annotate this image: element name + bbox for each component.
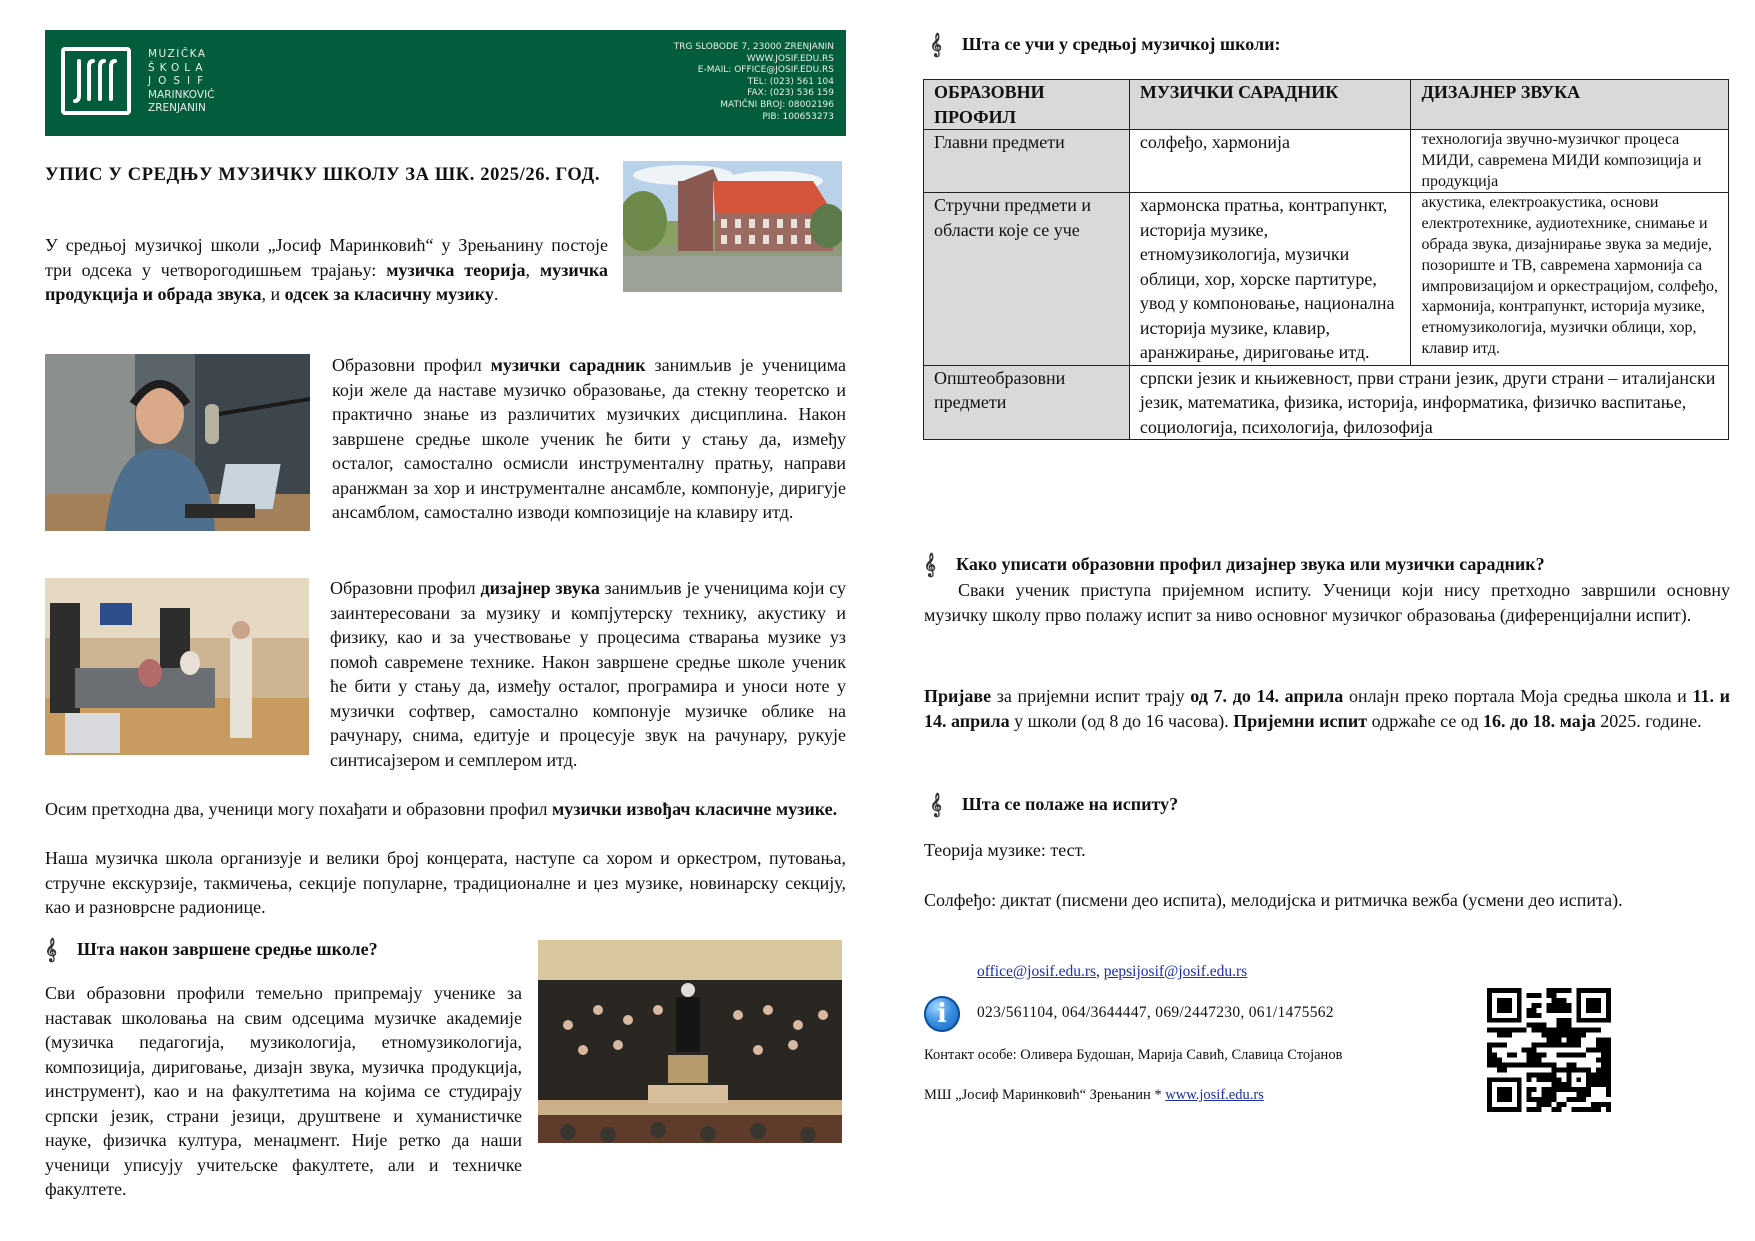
text: У средњој музичкој школи „Јосиф Маринковић“ у Зрењанину постоје три одсека у четворогодишњем трајању: xyxy=(45,235,608,280)
music-associate-paragraph xyxy=(332,353,846,525)
text: 2025. године. xyxy=(1595,710,1702,731)
text: Сви образовни профили темељно припремају ученике за наставак школовања на свим одсецима музичке академије (музичка педагогија, музикологија, етномузикологија, композиција, дириговање, дизајн звука, музичка продукција, инструмент), као и на факултетима на којима се студирају српски језик, страни језици, друштвене и хуманистичке науке, физичка култура, менаџмент. Није ретко да наши ученици уписују учитељске факултете, али и техничке факултете. xyxy=(45,983,522,1199)
contact-phones: 023/561104, 064/3644447, 069/2447230, 061/1475562 xyxy=(977,1004,1334,1021)
text: занимљив је ученицима који су заинтересовани за музику и компјутерску технику, акустику и физику, као и за учествовање у процесима стварања музике уз помоћ савремене технике. Након завршене средње школе ученик ће бити у стању да, између осталог, програмира и уноси ноте у музички софтвер, самостално компонује музичке облике на рачунару, снима, едитује и процесује звук на рачунару, рукује синтисајзером и семплером итд. xyxy=(330,578,847,770)
cell: акустика, електроакустика, основи електротехнике, аудиотехнике, снимање и обрада звука, дизајнирање звука за медије, позориште и ТВ, савремена хармонија са импровизацијом и оркестрацијом, солфеђо, хармонија, контрапункт, историја музике, етномузикологија, музички облици, хор, клавир итд. xyxy=(1411,193,1729,366)
text: за пријемни испит трају xyxy=(991,686,1191,706)
info-icon: i xyxy=(924,996,960,1032)
department-music-production: музичка продукција и обрада звука xyxy=(45,259,608,304)
department-music-theory: музичка теорија xyxy=(386,259,526,280)
fax: FAX: (023) 536 159 xyxy=(747,88,834,99)
orchestra-photo xyxy=(538,940,842,1143)
row-label: Главни предмети xyxy=(924,130,1130,193)
qr-code xyxy=(1487,988,1611,1112)
heading-text: Како уписати образовни профил дизајнер звука или музички сарадник? xyxy=(956,553,1545,574)
logo-line: ŠKOLA xyxy=(148,61,208,74)
activities-paragraph: Наша музичка школа организује и велики број концерата, наступе са хором и оркестром, путовања, стручне екскурзије, такмичења, секције популарне, традиционалне и џез музике, новинарску секцију, као и разноврсне радионице. xyxy=(45,848,846,917)
website: WWW.JOSIF.EDU.RS xyxy=(746,53,834,64)
profile-name: музички сарадник xyxy=(490,355,646,375)
phone: TEL: (023) 561 104 xyxy=(747,76,834,87)
school-logo-text xyxy=(148,48,215,116)
sound-designer-photo xyxy=(45,578,309,755)
school-header-banner xyxy=(45,30,846,136)
school-building-photo xyxy=(623,161,842,292)
classical-performer-paragraph xyxy=(45,797,846,822)
profile-name: дизајнер звука xyxy=(480,578,600,598)
treble-clef-icon: 𝄞 xyxy=(45,937,57,961)
after-school-paragraph xyxy=(45,981,522,1202)
logo-line: JOSIF xyxy=(148,75,211,87)
after-school-heading xyxy=(45,937,378,961)
contact-emails xyxy=(977,963,1247,981)
table-row xyxy=(924,193,1729,366)
text: Образовни профил xyxy=(332,355,491,375)
application-paragraph xyxy=(924,684,1730,733)
heading-text: Шта се полаже на испиту? xyxy=(962,793,1179,814)
email: E-MAIL: OFFICE@JOSIF.EDU.RS xyxy=(697,65,834,76)
intro-paragraph xyxy=(45,233,608,307)
text: онлајн преко портала Моја средња школа и xyxy=(1343,686,1693,706)
page-title: УПИС У СРЕДЊУ МУЗИЧКУ ШКОЛУ ЗА ШК. 2025/26. ГОД. xyxy=(45,165,601,185)
bold-text: Пријемни испит xyxy=(1233,710,1368,731)
table-row xyxy=(924,130,1729,193)
enrollment-heading xyxy=(924,552,1545,576)
curriculum-heading xyxy=(930,32,1280,56)
sound-designer-paragraph xyxy=(330,576,846,772)
department-classical-music: одсек за класичну музику xyxy=(284,284,494,304)
school-logo-icon xyxy=(61,47,131,115)
text: , и xyxy=(261,284,285,304)
application-dates-school: 11. и 14. априла xyxy=(924,686,1731,731)
cell: српски језик и књижевност, први страни језик, други страни – италијански језик, математика, физика, историја, информатика, физичко васпитање, социологија, психологија, филозофија xyxy=(1129,365,1728,440)
school-footer xyxy=(924,1087,1264,1104)
text: . xyxy=(493,284,499,304)
registration-number: MATIČNI BROJ: 08002196 xyxy=(720,99,834,110)
column-header-sound-designer: ДИЗАЈНЕР ЗВУКА xyxy=(1411,80,1729,130)
heading-text: Шта након завршене средње школе? xyxy=(77,938,378,959)
table-header-row xyxy=(924,80,1729,130)
tax-id: PIB: 100653273 xyxy=(762,111,834,122)
address: TRG SLOBODE 7, 23000 ZRENJANIN xyxy=(673,42,834,52)
text: у школи (од 8 до 16 часова). xyxy=(1009,710,1234,731)
row-label: Стручни предмети и области које се уче xyxy=(924,193,1130,366)
treble-clef-icon: 𝄞 xyxy=(930,32,942,56)
cell: солфеђо, хармонија xyxy=(1129,130,1411,193)
application-dates-online: од 7. до 14. априла xyxy=(1190,686,1344,706)
contact-persons: Контакт особе: Оливера Будошан, Марија Савић, Славица Стојанов xyxy=(924,1047,1343,1063)
logo-line: ZRENJANIN xyxy=(148,102,206,114)
school-name: МШ „Јосиф Маринковић“ Зрењанин * xyxy=(924,1087,1166,1103)
exam-theory: Теорија музике: тест. xyxy=(924,840,1086,860)
column-header-profile: ОБРАЗОВНИ ПРОФИЛ xyxy=(924,80,1130,130)
profile-name: музички извођач класичне музике. xyxy=(551,799,838,819)
exam-heading xyxy=(930,792,1178,816)
separator: , xyxy=(1096,963,1104,980)
website-link[interactable]: www.josif.edu.rs xyxy=(1165,1087,1264,1103)
column-header-music-associate: МУЗИЧКИ САРАДНИК xyxy=(1129,80,1411,130)
row-label: Општеобразовни предмети xyxy=(924,365,1130,440)
logo-line: MARINKOVIĆ xyxy=(148,88,215,101)
heading-text: Шта се учи у средњој музичкој школи: xyxy=(962,33,1281,54)
table-row xyxy=(924,365,1729,440)
treble-clef-icon: 𝄞 xyxy=(930,792,942,816)
music-associate-photo xyxy=(45,354,310,531)
email-link-office[interactable]: office@josif.edu.rs xyxy=(977,963,1097,980)
logo-line: MUZIČKA xyxy=(148,48,207,60)
exam-solfeggio: Солфеђо: диктат (писмени део испита), мелодијска и ритмичка вежба (усмени део испита). xyxy=(924,890,1623,910)
exam-dates: 16. до 18. маја xyxy=(1483,710,1596,731)
text: Образовни профил xyxy=(330,578,481,598)
text: , xyxy=(525,259,540,280)
text: Осим претходна два, ученици могу похађати и образовни профил xyxy=(45,799,552,819)
text: занимљив је ученицима који желе да наставе музичко образовање, да стекну теоретско и практично знање из различитих музичких дисциплина. Након завршене средње школе ученик ће бити у стању да, између осталог, самостално осмисли инструменталну пратњу, направи аранжман за хор и инструменталне ансамбле, компонује, диригује ансамблом, самостално изводи композиције на клавиру итд. xyxy=(332,355,847,522)
cell: хармонска пратња, контрапункт, историја музике, етномузикологија, музички облици, хор, хорске партитуре, увод у компоновање, национална историја музике, клавир, аранжирање, дириговање итд. xyxy=(1129,193,1411,366)
cell: технологија звучно-музичког процеса МИДИ, савремена МИДИ композиција и продукција xyxy=(1411,130,1729,193)
treble-clef-icon: 𝄞 xyxy=(924,552,936,576)
enrollment-paragraph: Сваки ученик приступа пријемном испиту. Ученици који нису претходно завршили основну музичку школу прво полажу испит за ниво основног музичког образовања (диференцијални испит). xyxy=(924,580,1730,625)
bold-text: Пријаве xyxy=(924,686,992,706)
curriculum-table xyxy=(923,79,1729,440)
email-link-pepsi[interactable]: pepsijosif@josif.edu.rs xyxy=(1103,963,1248,980)
header-contact-info xyxy=(674,42,834,123)
text: одржаће се од xyxy=(1367,710,1483,731)
